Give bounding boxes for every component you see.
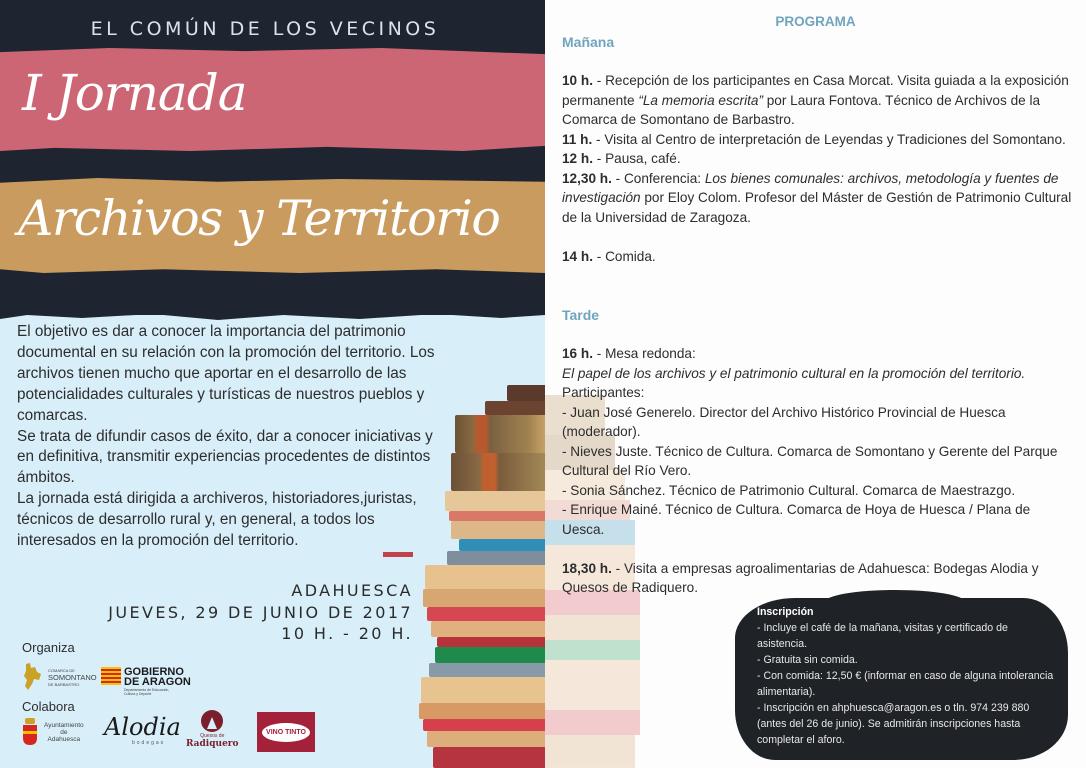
logo-alodia-bodegas: Alodia bodegas xyxy=(104,713,181,746)
registration-info xyxy=(757,604,1057,748)
registration-title: Inscripción xyxy=(757,606,814,618)
series-title: EL COMÚN DE LOS VECINOS xyxy=(90,18,440,40)
schedule-item-11h: 11 h. - Visita al Centro de interpretación de Leyendas y Tradiciones del Somontano. xyxy=(562,131,1066,147)
participant: - Enrique Mainé. Técnico de Cultura. Comarca de Hoya de Huesca / Plana de Uesca. xyxy=(562,502,1031,537)
schedule-item-1830h: 18,30 h. - Visita a empresas agroalimentarias de Adahuesca: Bodegas Alodia y Quesos de Radiquero. xyxy=(562,560,1039,595)
book-stack-image xyxy=(415,385,545,768)
logo-gobierno-aragon: GOBIERNO DE ARAGON Departamento de Educación, Cultura y Deporte xyxy=(101,667,191,696)
registration-line: - Gratuita sin comida. xyxy=(757,654,858,666)
schedule-afternoon xyxy=(562,344,1072,598)
logo-ayuntamiento-adahuesca: Ayuntamiento de Adahuesca xyxy=(22,718,84,746)
participants-label: Participantes: xyxy=(562,385,645,400)
event-place: ADAHUESCA xyxy=(291,581,413,600)
event-hours: 10 H. - 20 H. xyxy=(281,624,413,643)
schedule-morning xyxy=(562,71,1072,266)
schedule-item-10h: 10 h. - Recepción de los participantes en Casa Morcat. Visita guiada a la exposición permanente “La memoria escrita” por Laura Fontova. Técnico de Archivos de la Comarca de Somontano de Barbastro. xyxy=(562,73,1069,127)
section-tarde: Tarde xyxy=(562,307,600,323)
title-line-2: Archivos y Territorio xyxy=(18,190,500,247)
intro-paragraph: Se trata de difundir casos de éxito, dar a conocer iniciativas y en definitiva, transmitir experiencias procedentes de distintos ámbitos. xyxy=(17,427,433,487)
aragon-flag-icon xyxy=(101,667,121,685)
logo-quesos-radiquero: Quesos de Radiquero xyxy=(186,709,239,749)
title-line-1: I Jornada xyxy=(22,64,247,122)
programme-title: PROGRAMA xyxy=(775,14,856,29)
event-date: JUEVES, 29 DE JUNIO DE 2017 xyxy=(108,602,413,622)
colabora-label: Colabora xyxy=(22,699,75,714)
registration-line: - Con comida: 12,50 € (informar en caso de alguna intolerancia alimentaria). xyxy=(757,670,1054,698)
logo-somontano: COMARCA DE SOMONTANO DE BARBASTRO xyxy=(22,662,97,692)
red-divider xyxy=(383,552,413,557)
schedule-item-12h: 12 h. - Pausa, café. xyxy=(562,151,681,166)
schedule-item-16h: 16 h. - Mesa redonda: xyxy=(562,346,696,361)
somontano-map-icon xyxy=(22,662,44,692)
coat-of-arms-icon xyxy=(22,718,38,746)
registration-line: - Incluye el café de la mañana, visitas y certificado de asistencia. xyxy=(757,622,1008,650)
registration-line: - Inscripción en ahphuesca@aragon.es o tln. 974 239 880 (antes del 26 de junio). Se admitirán inscripciones hasta completar el aforo. xyxy=(757,702,1030,746)
intro-paragraph: La jornada está dirigida a archiveros, historiadores,juristas, técnicos de desarrollo rural y, en general, a todos los interesados en la promoción del territorio. xyxy=(17,490,417,550)
intro-paragraph: El objetivo es dar a conocer la importancia del patrimonio documental en su relación con la promoción del territorio. Los archivos tienen mucho que aportar en el desarrollo de las potencialidades culturales y turísticas de nuestros pueblos y comarcas. xyxy=(17,323,435,424)
goat-head-icon xyxy=(197,709,227,733)
intro-text xyxy=(17,322,437,552)
programme-panel xyxy=(545,0,1086,768)
participant: - Nieves Juste. Técnico de Cultura. Comarca de Somontano y Gerente del Parque Cultural del Río Vero. xyxy=(562,443,1058,478)
participant: - Sonia Sánchez. Técnico de Patrimonio Cultural. Comarca de Maestrazgo. xyxy=(562,482,1016,498)
round-table-title: El papel de los archivos y el patrimonio cultural en la promoción del territorio. xyxy=(562,365,1026,381)
event-info xyxy=(108,580,413,645)
section-manana: Mañana xyxy=(562,34,615,50)
logo-vino-tinto: VINO TINTO xyxy=(257,712,315,752)
participant: - Juan José Generelo. Director del Archivo Histórico Provincial de Huesca (moderador). xyxy=(562,404,1006,439)
schedule-item-1230h: 12,30 h. - Conferencia: Los bienes comunales: archivos, metodología y fuentes de investigación por Eloy Colom. Profesor del Máster de Gestión de Patrimonio Cultural de la Universidad de Zaragoza. xyxy=(562,170,1072,225)
schedule-item-14h: 14 h. - Comida. xyxy=(562,248,656,264)
organiza-label: Organiza xyxy=(22,640,75,655)
